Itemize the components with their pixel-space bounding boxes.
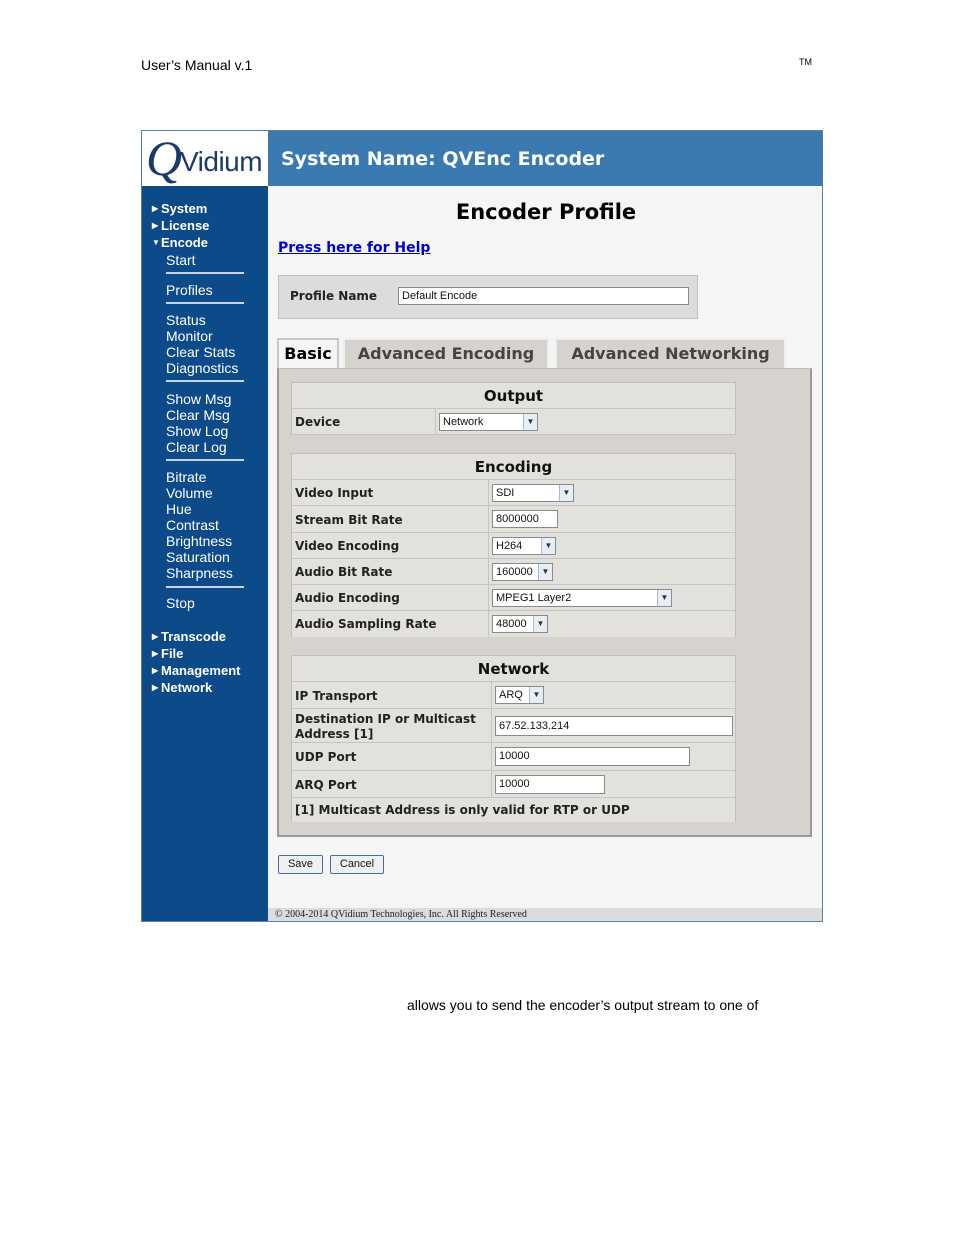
sidebar-link-diagnostics[interactable]: Diagnostics	[166, 360, 239, 376]
audio-encoding-label: Audio Encoding	[295, 591, 400, 605]
sidebar-link-bitrate[interactable]: Bitrate	[166, 469, 207, 485]
chevron-down-icon: ▼	[533, 616, 547, 632]
output-section	[291, 382, 736, 435]
stream-bit-rate-input[interactable]: 8000000	[492, 510, 558, 528]
video-input-label: Video Input	[295, 486, 374, 500]
sidebar-link-hue[interactable]: Hue	[166, 501, 192, 517]
network-section	[291, 655, 736, 822]
page-title: Encoder Profile	[455, 200, 637, 224]
audio-encoding-row	[292, 585, 735, 611]
sidebar-item-transcode[interactable]: ▶ Transcode	[152, 629, 227, 644]
triangle-right-icon: ▶	[152, 649, 159, 658]
ip-transport-select[interactable]: ARQ ▼	[495, 686, 544, 704]
logo-text: Vidium	[180, 146, 263, 177]
multicast-footnote: [1] Multicast Address is only valid for RTP or UDP	[295, 803, 630, 817]
destination-address-input[interactable]: 67.52.133.214	[495, 716, 733, 736]
audio-encoding-select[interactable]: MPEG1 Layer2 ▼	[492, 589, 672, 607]
sidebar-item-management[interactable]: ▶ Management	[152, 663, 241, 678]
video-encoding-label: Video Encoding	[295, 539, 400, 553]
sidebar-divider	[166, 380, 244, 382]
arq-port-row	[292, 771, 735, 798]
network-footnote-row	[292, 798, 735, 822]
destination-label-line2: Address [1]	[295, 727, 374, 741]
tab-advanced-encoding[interactable]: Advanced Encoding	[343, 338, 549, 368]
triangle-right-icon: ▶	[152, 221, 159, 230]
triangle-down-icon: ▼	[152, 238, 160, 247]
title-bar	[268, 131, 823, 186]
chevron-down-icon: ▼	[657, 590, 671, 606]
sidebar-link-monitor[interactable]: Monitor	[166, 328, 213, 344]
basic-tab-panel	[277, 368, 812, 837]
network-section-title: Network	[292, 656, 735, 682]
cancel-button[interactable]: Cancel	[330, 855, 384, 874]
arq-port-input[interactable]: 10000	[495, 775, 605, 794]
chevron-down-icon: ▼	[523, 414, 537, 430]
triangle-right-icon: ▶	[152, 666, 159, 675]
sidebar-link-show-log[interactable]: Show Log	[166, 423, 229, 439]
chevron-down-icon: ▼	[538, 564, 552, 580]
sidebar-divider	[166, 586, 244, 588]
sidebar-link-clear-msg[interactable]: Clear Msg	[166, 407, 230, 423]
sidebar-divider	[166, 302, 244, 304]
sidebar-item-encode[interactable]: ▼Encode	[152, 235, 208, 250]
main-content	[268, 186, 823, 908]
encoder-web-ui	[141, 130, 823, 922]
logo-q: Q	[146, 130, 183, 186]
sidebar-divider	[166, 272, 244, 274]
sidebar-link-profiles[interactable]: Profiles	[166, 282, 213, 298]
sidebar-item-file[interactable]: ▶ File	[152, 646, 184, 661]
help-link[interactable]: Press here for Help	[278, 240, 431, 256]
audio-sampling-rate-label: Audio Sampling Rate	[295, 617, 437, 631]
ip-transport-row	[292, 682, 735, 709]
encoding-section-title: Encoding	[292, 454, 735, 480]
trademark-mark: TM	[799, 57, 812, 67]
qvidium-logo	[142, 131, 268, 186]
sidebar-link-start[interactable]: Start	[166, 252, 196, 268]
destination-label-line1: Destination IP or Multicast	[295, 712, 476, 726]
triangle-right-icon: ▶	[152, 683, 159, 692]
sidebar-link-stop[interactable]: Stop	[166, 595, 195, 611]
sidebar-divider	[166, 459, 244, 461]
triangle-right-icon: ▶	[152, 632, 159, 641]
chevron-down-icon: ▼	[541, 538, 555, 554]
tab-basic[interactable]: Basic	[277, 338, 339, 368]
audio-bit-rate-row	[292, 559, 735, 585]
sidebar-item-license[interactable]: ▶ License	[152, 218, 210, 233]
video-input-select[interactable]: SDI ▼	[492, 484, 574, 502]
sidebar-link-volume[interactable]: Volume	[166, 485, 213, 501]
profile-name-input[interactable]: Default Encode	[398, 287, 689, 305]
audio-bit-rate-label: Audio Bit Rate	[295, 565, 393, 579]
triangle-right-icon: ▶	[152, 204, 159, 213]
sidebar-link-sharpness[interactable]: Sharpness	[166, 565, 233, 581]
video-input-row	[292, 480, 735, 506]
manual-header-title: User’s Manual v.1	[141, 57, 253, 73]
video-encoding-select[interactable]: H264 ▼	[492, 537, 556, 555]
save-button[interactable]: Save	[278, 855, 323, 874]
sidebar	[142, 186, 268, 922]
footer-bar	[268, 908, 823, 922]
destination-row	[292, 709, 735, 743]
sidebar-link-show-msg[interactable]: Show Msg	[166, 391, 232, 407]
sidebar-link-clear-stats[interactable]: Clear Stats	[166, 344, 236, 360]
device-select[interactable]: Network ▼	[439, 413, 538, 431]
stream-bit-rate-row	[292, 506, 735, 533]
device-label: Device	[295, 415, 341, 429]
udp-port-row	[292, 743, 735, 771]
arq-port-label: ARQ Port	[295, 778, 357, 792]
system-name: System Name: QVEnc Encoder	[281, 148, 605, 170]
udp-port-label: UDP Port	[295, 750, 357, 764]
audio-sampling-rate-row	[292, 611, 735, 637]
chevron-down-icon: ▼	[529, 687, 543, 703]
sidebar-link-brightness[interactable]: Brightness	[166, 533, 233, 549]
tab-advanced-networking[interactable]: Advanced Networking	[555, 338, 786, 368]
manual-body-text: allows you to send the encoder’s output stream to one of	[407, 997, 759, 1013]
sidebar-link-status[interactable]: Status	[166, 312, 206, 328]
profile-name-label: Profile Name	[290, 289, 378, 303]
udp-port-input[interactable]: 10000	[495, 747, 690, 766]
encoding-section	[291, 453, 736, 637]
ip-transport-label: IP Transport	[295, 689, 378, 703]
stream-bit-rate-label: Stream Bit Rate	[295, 513, 403, 527]
output-device-row	[292, 409, 735, 435]
sidebar-link-saturation[interactable]: Saturation	[166, 549, 230, 565]
copyright-text: © 2004-2014 QVidium Technologies, Inc. All Rights Reserved	[275, 909, 527, 920]
video-encoding-row	[292, 533, 735, 559]
sidebar-item-network[interactable]: ▶ Network	[152, 680, 213, 695]
sidebar-link-clear-log[interactable]: Clear Log	[166, 439, 227, 455]
profile-name-box	[278, 275, 698, 319]
chevron-down-icon: ▼	[559, 485, 573, 501]
audio-sampling-rate-select[interactable]: 48000 ▼	[492, 615, 548, 633]
output-section-title: Output	[292, 383, 735, 409]
sidebar-link-contrast[interactable]: Contrast	[166, 517, 219, 533]
audio-bit-rate-select[interactable]: 160000 ▼	[492, 563, 553, 581]
sidebar-item-system[interactable]: ▶ System	[152, 201, 208, 216]
